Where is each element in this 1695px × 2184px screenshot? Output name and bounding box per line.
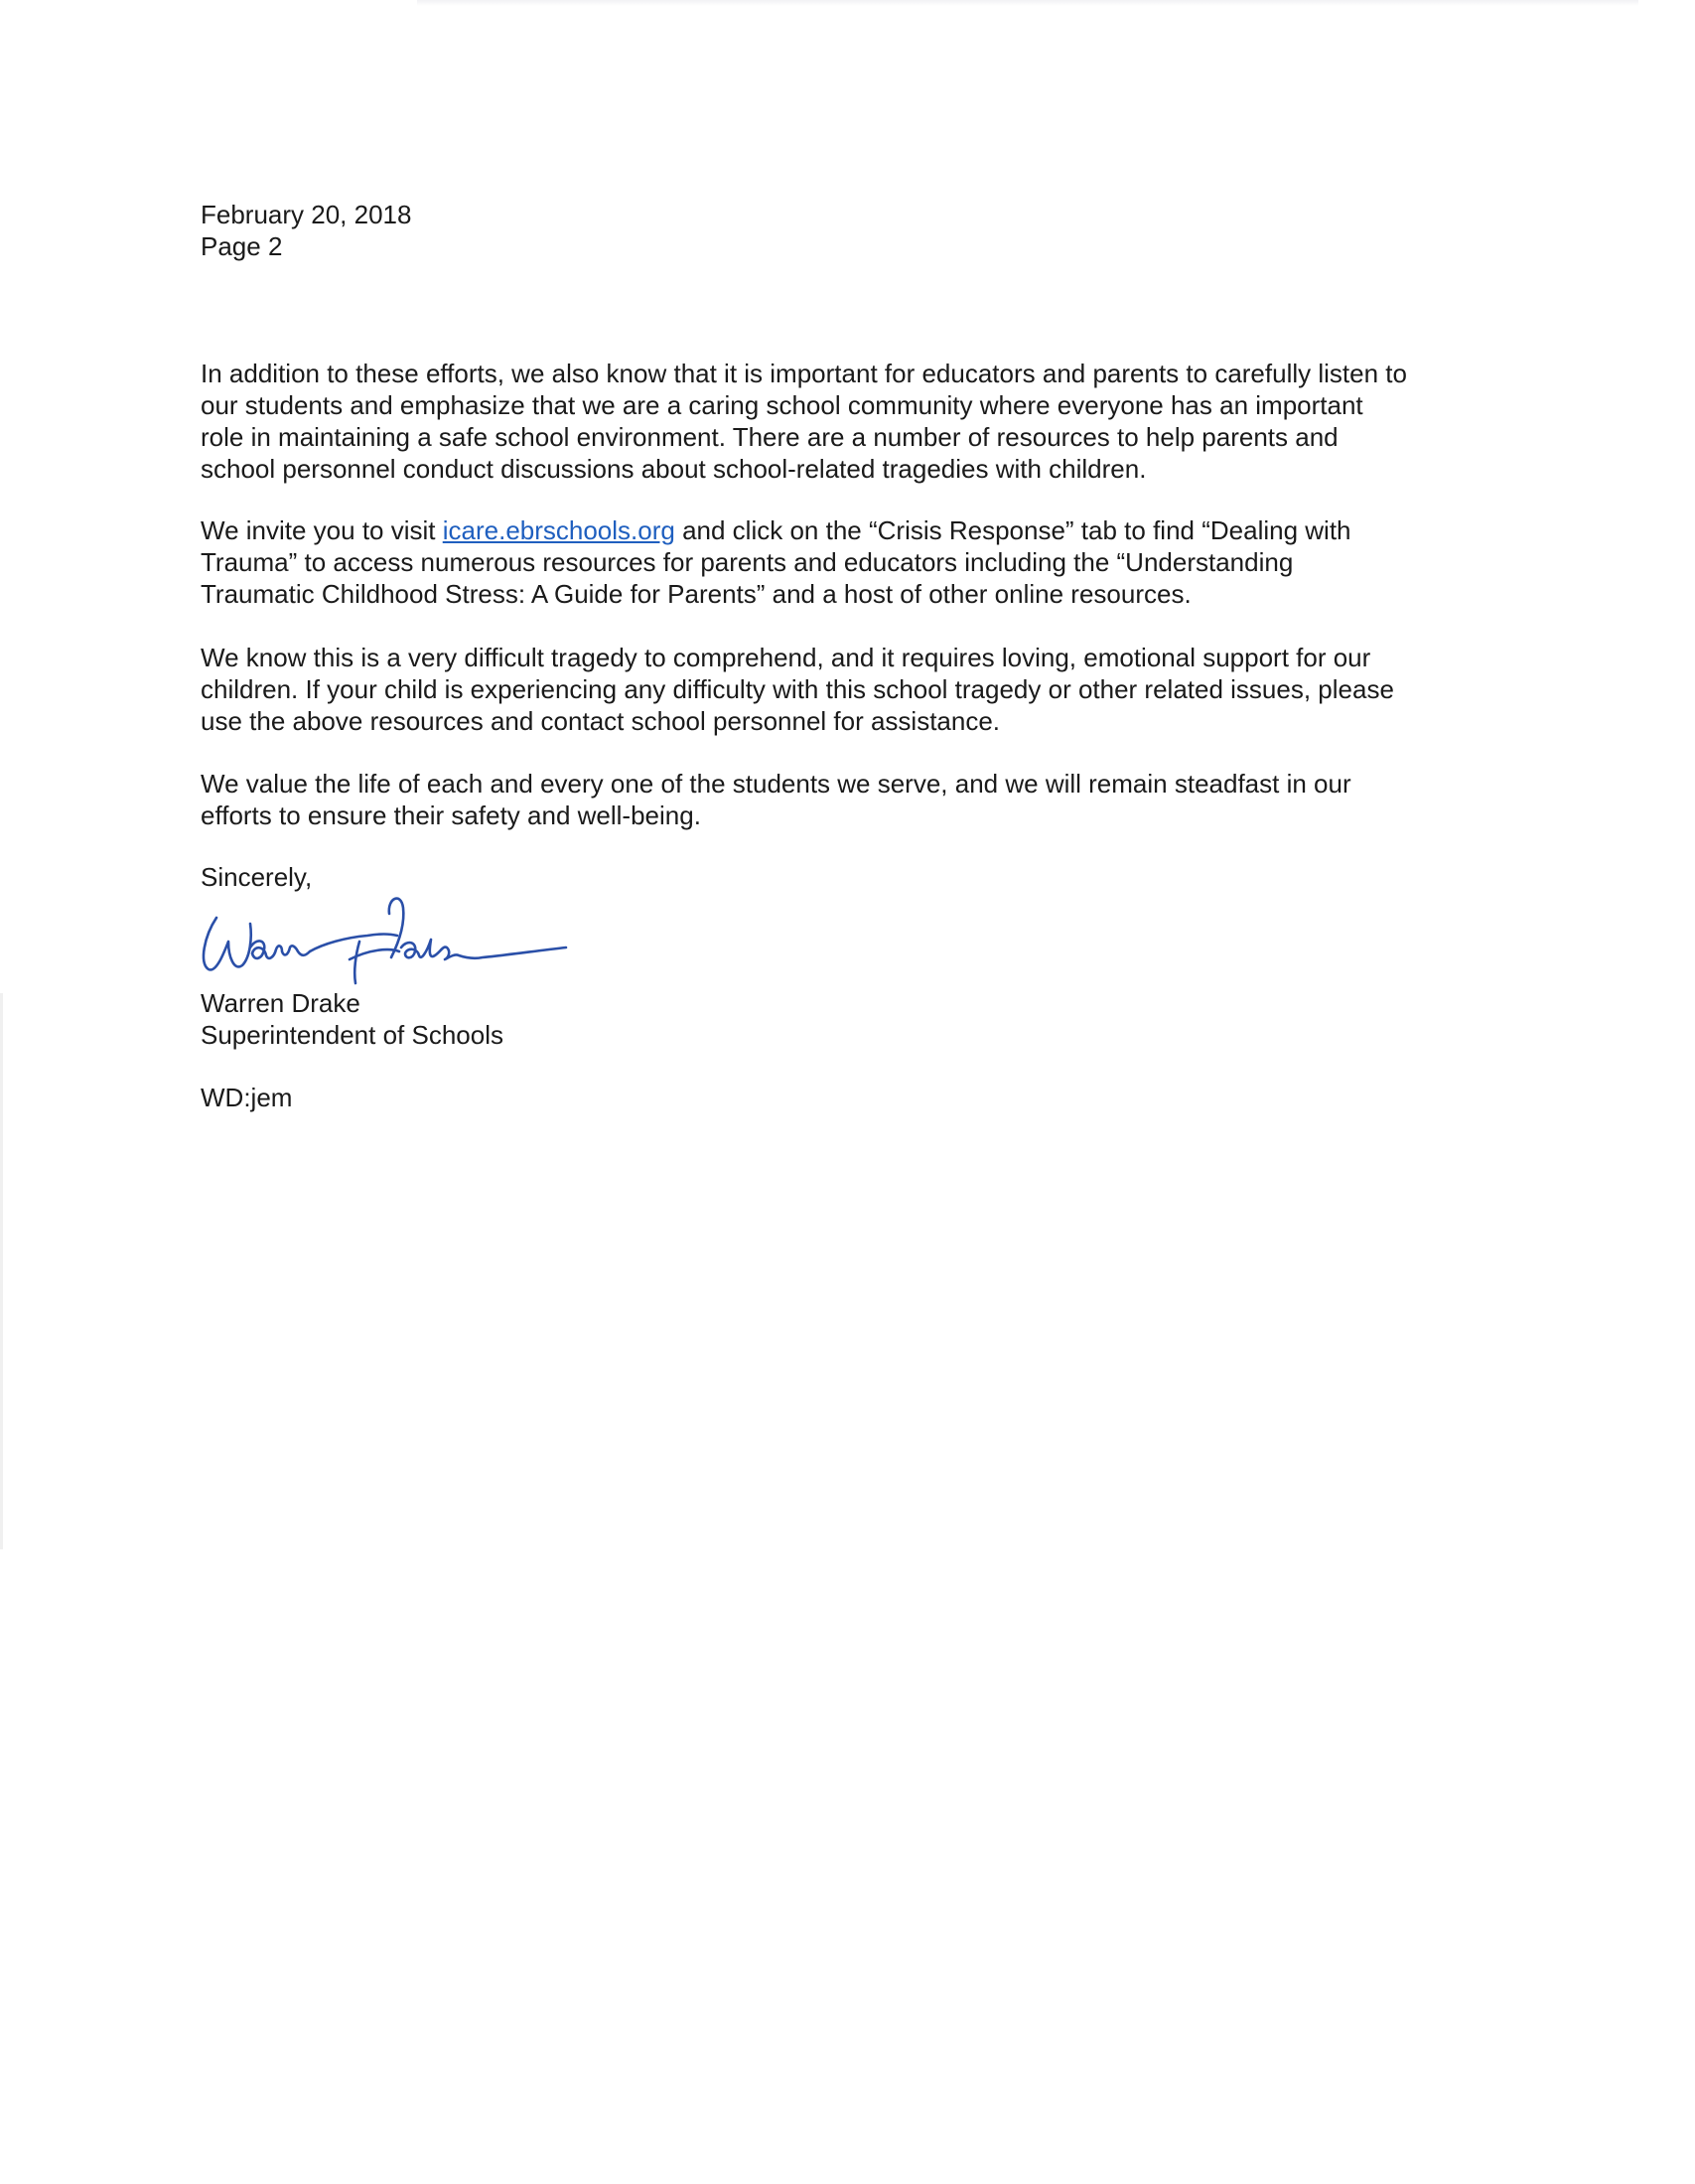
- paragraph-line: We value the life of each and every one of the students we serve, and we will remain steadfast in our: [201, 769, 1351, 799]
- paragraph-line: Trauma” to access numerous resources for parents and educators including the “Understanding: [201, 547, 1294, 577]
- paragraph-line: children. If your child is experiencing any difficulty with this school tragedy or other related issues, please: [201, 674, 1394, 704]
- paragraph: [201, 768, 1351, 831]
- scan-shadow: [417, 0, 1638, 6]
- signature-image: [195, 886, 572, 995]
- page-number: Page 2: [201, 231, 283, 261]
- scan-edge: [0, 993, 3, 1549]
- paragraph-line: school personnel conduct discussions about school-related tragedies with children.: [201, 454, 1147, 484]
- paragraph: [201, 358, 1407, 485]
- paragraph-line: In addition to these efforts, we also know that it is important for educators and parents to carefully listen to: [201, 359, 1407, 388]
- paragraph-line: efforts to ensure their safety and well-being.: [201, 801, 701, 830]
- paragraph-line: our students and emphasize that we are a caring school community where everyone has an important: [201, 390, 1363, 420]
- paragraph: [201, 514, 1351, 610]
- paragraph: [201, 642, 1394, 737]
- paragraph-line: We know this is a very difficult tragedy to comprehend, and it requires loving, emotional support for our: [201, 643, 1371, 672]
- reference-initials: WD:jem: [201, 1083, 293, 1112]
- letter-page: [201, 199, 1511, 1112]
- paragraph-line: role in maintaining a safe school environment. There are a number of resources to help parents and: [201, 422, 1339, 452]
- text-run: We invite you to visit: [201, 515, 443, 545]
- closing-salutation: Sincerely,: [201, 862, 313, 892]
- website-link[interactable]: icare.ebrschools.org: [442, 515, 675, 545]
- paragraph-line: [201, 514, 1351, 546]
- signer-name: Warren Drake: [201, 988, 360, 1018]
- letter-header: [201, 199, 1511, 262]
- signer-title: Superintendent of Schools: [201, 1020, 503, 1050]
- text-run: and click on the “Crisis Response” tab to find “Dealing with: [674, 515, 1351, 545]
- paragraph-line: Traumatic Childhood Stress: A Guide for Parents” and a host of other online resources.: [201, 579, 1192, 609]
- paragraph-line: use the above resources and contact school personnel for assistance.: [201, 706, 1001, 736]
- signer-block: [201, 987, 503, 1051]
- letter-date: February 20, 2018: [201, 200, 412, 229]
